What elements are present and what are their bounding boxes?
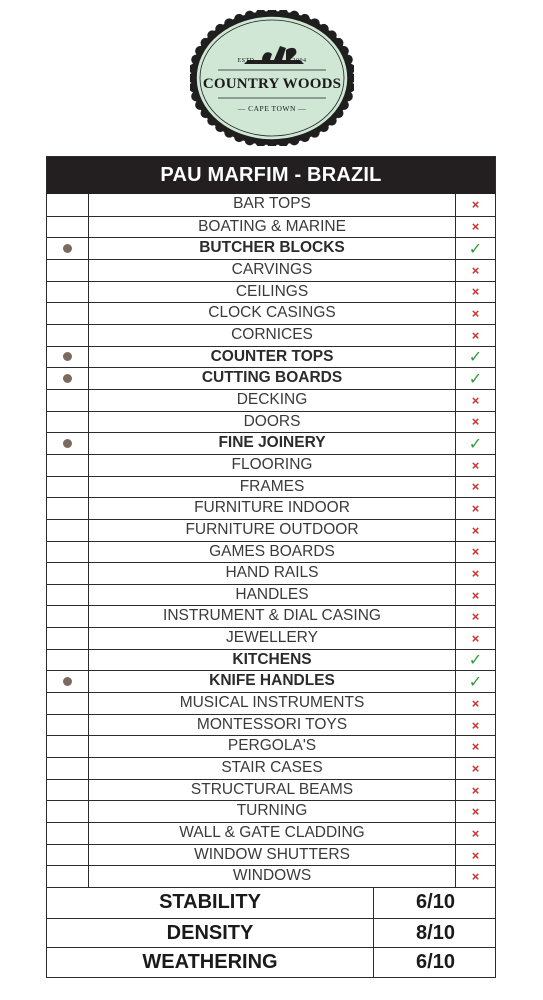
cross-mark-icon: × [471, 825, 480, 841]
table-row [47, 237, 495, 259]
logo-established [190, 58, 354, 64]
application-name: BOATING & MARINE [198, 217, 346, 235]
cross-mark-icon: × [471, 457, 480, 473]
table-row [47, 497, 495, 519]
row-indicator-cell [47, 325, 89, 346]
application-name: HAND RAILS [225, 564, 319, 582]
row-indicator-cell [47, 260, 89, 281]
application-name: FLOORING [231, 455, 313, 473]
row-indicator-cell [47, 520, 89, 541]
row-indicator-cell [47, 563, 89, 584]
suitability-cell [455, 780, 495, 801]
application-name: COUNTER TOPS [210, 347, 334, 365]
logo-estd-label: ESTD [237, 58, 255, 64]
cross-mark-icon: × [471, 587, 480, 603]
rating-label: WEATHERING [47, 948, 374, 977]
table-row [47, 519, 495, 541]
application-name: GAMES BOARDS [209, 542, 335, 560]
check-mark-icon: ✓ [468, 673, 483, 691]
cross-mark-icon: × [471, 414, 480, 430]
cross-mark-icon: × [471, 197, 480, 213]
bullet-dot-icon [63, 439, 72, 448]
cross-mark-icon: × [471, 760, 480, 776]
logo-brand-name: COUNTRY WOODS [202, 76, 342, 92]
suitability-cell [455, 282, 495, 303]
table-row [47, 822, 495, 844]
rating-row [47, 947, 495, 977]
row-indicator-cell [47, 238, 89, 259]
check-mark-icon: ✓ [468, 240, 483, 258]
application-name: WINDOWS [232, 867, 312, 885]
table-row [47, 476, 495, 498]
country-woods-logo [190, 10, 354, 146]
row-indicator-cell [47, 801, 89, 822]
check-mark-icon: ✓ [468, 435, 483, 453]
logo-city: — CAPE TOWN — [237, 104, 307, 113]
bullet-dot-icon [63, 244, 72, 253]
cross-mark-icon: × [471, 219, 480, 235]
rating-label: STABILITY [47, 888, 374, 918]
application-name: DECKING [236, 390, 308, 408]
application-name: FINE JOINERY [218, 434, 326, 452]
cross-mark-icon: × [471, 284, 480, 300]
suitability-cell [455, 866, 495, 887]
application-name: BAR TOPS [233, 195, 311, 212]
table-row [47, 302, 495, 324]
rating-value: 6/10 [416, 951, 455, 973]
suitability-cell [455, 563, 495, 584]
application-name: JEWELLERY [226, 629, 318, 647]
application-name: STRUCTURAL BEAMS [190, 780, 354, 798]
cross-mark-icon: × [471, 717, 480, 733]
wood-suitability-table [46, 156, 496, 978]
row-indicator-cell [47, 368, 89, 389]
row-indicator-cell [47, 715, 89, 736]
suitability-cell [455, 736, 495, 757]
ratings-section [47, 887, 495, 977]
cross-mark-icon: × [471, 544, 480, 560]
row-indicator-cell [47, 845, 89, 866]
check-mark-icon: ✓ [468, 652, 483, 670]
table-row [47, 649, 495, 671]
row-indicator-cell [47, 433, 89, 454]
cross-mark-icon: × [471, 782, 480, 798]
application-name: PERGOLA'S [227, 737, 317, 755]
suitability-cell [455, 260, 495, 281]
row-indicator-cell [47, 628, 89, 649]
table-row [47, 194, 495, 216]
bullet-dot-icon [63, 352, 72, 361]
application-name: MONTESSORI TOYS [196, 715, 348, 733]
row-indicator-cell [47, 477, 89, 498]
suitability-cell [455, 585, 495, 606]
cross-mark-icon: × [471, 869, 480, 885]
rating-value: 8/10 [416, 921, 455, 944]
table-row [47, 389, 495, 411]
suitability-cell [455, 347, 495, 368]
suitability-cell [455, 801, 495, 822]
cross-mark-icon: × [471, 392, 480, 408]
row-indicator-cell [47, 282, 89, 303]
table-row [47, 259, 495, 281]
application-name: CARVINGS [231, 260, 313, 278]
application-name: FURNITURE OUTDOOR [185, 520, 359, 538]
application-name: FRAMES [239, 477, 305, 495]
table-row [47, 454, 495, 476]
logo-estd-year: 2004 [292, 58, 307, 64]
table-row [47, 670, 495, 692]
check-mark-icon: ✓ [468, 348, 483, 366]
table-row [47, 757, 495, 779]
table-title: PAU MARFIM - BRAZIL [47, 157, 495, 194]
rating-label: DENSITY [47, 919, 374, 948]
application-name: CUTTING BOARDS [201, 369, 343, 387]
table-row [47, 541, 495, 563]
application-name: TURNING [236, 802, 308, 820]
rating-value: 6/10 [416, 891, 455, 913]
table-row [47, 627, 495, 649]
table-row [47, 216, 495, 238]
rating-row [47, 918, 495, 948]
row-indicator-cell [47, 823, 89, 844]
table-row [47, 692, 495, 714]
table-row [47, 346, 495, 368]
suitability-cell [455, 650, 495, 671]
row-indicator-cell [47, 455, 89, 476]
suitability-cell [455, 520, 495, 541]
row-indicator-cell [47, 866, 89, 887]
suitability-cell [455, 303, 495, 324]
suitability-cell [455, 368, 495, 389]
suitability-cell [455, 390, 495, 411]
application-name: CLOCK CASINGS [208, 304, 336, 322]
suitability-cell [455, 455, 495, 476]
application-rows [47, 194, 495, 887]
table-row [47, 432, 495, 454]
cross-mark-icon: × [471, 501, 480, 517]
cross-mark-icon: × [471, 327, 480, 343]
table-row [47, 800, 495, 822]
row-indicator-cell [47, 542, 89, 563]
row-indicator-cell [47, 780, 89, 801]
row-indicator-cell [47, 693, 89, 714]
row-indicator-cell [47, 758, 89, 779]
cross-mark-icon: × [471, 479, 480, 495]
suitability-cell [455, 477, 495, 498]
suitability-cell [455, 238, 495, 259]
cross-mark-icon: × [471, 739, 480, 755]
cross-mark-icon: × [471, 565, 480, 581]
table-row [47, 411, 495, 433]
table-row [47, 605, 495, 627]
suitability-cell [455, 217, 495, 238]
suitability-cell [455, 498, 495, 519]
table-row [47, 735, 495, 757]
suitability-cell [455, 671, 495, 692]
application-name: INSTRUMENT & DIAL CASING [163, 607, 381, 625]
table-row [47, 562, 495, 584]
application-name: CORNICES [231, 325, 313, 343]
cross-mark-icon: × [471, 847, 480, 863]
table-row [47, 714, 495, 736]
cross-mark-icon: × [471, 262, 480, 278]
row-indicator-cell [47, 217, 89, 238]
table-row [47, 324, 495, 346]
bullet-dot-icon [63, 677, 72, 686]
suitability-cell [455, 693, 495, 714]
row-indicator-cell [47, 498, 89, 519]
row-indicator-cell [47, 650, 89, 671]
application-name: KITCHENS [232, 650, 312, 668]
table-row [47, 584, 495, 606]
row-indicator-cell [47, 585, 89, 606]
suitability-cell [455, 606, 495, 627]
application-name: HANDLES [235, 585, 309, 603]
row-indicator-cell [47, 412, 89, 433]
cross-mark-icon: × [471, 630, 480, 646]
check-mark-icon: ✓ [468, 370, 483, 388]
suitability-cell [455, 628, 495, 649]
application-name: STAIR CASES [221, 759, 323, 777]
suitability-cell [455, 194, 495, 216]
cross-mark-icon: × [471, 609, 480, 625]
row-indicator-cell [47, 194, 89, 216]
application-name: BUTCHER BLOCKS [199, 239, 345, 257]
table-row [47, 281, 495, 303]
application-name: FURNITURE INDOOR [194, 499, 350, 517]
suitability-cell [455, 823, 495, 844]
row-indicator-cell [47, 390, 89, 411]
row-indicator-cell [47, 606, 89, 627]
application-name: WALL & GATE CLADDING [179, 824, 365, 842]
row-indicator-cell [47, 347, 89, 368]
cross-mark-icon: × [471, 695, 480, 711]
row-indicator-cell [47, 671, 89, 692]
suitability-cell [455, 433, 495, 454]
suitability-cell [455, 845, 495, 866]
cross-mark-icon: × [471, 522, 480, 538]
table-row [47, 844, 495, 866]
suitability-cell [455, 542, 495, 563]
suitability-cell [455, 758, 495, 779]
application-name: DOORS [243, 412, 301, 430]
bullet-dot-icon [63, 374, 72, 383]
table-row [47, 367, 495, 389]
application-name: CEILINGS [235, 282, 309, 300]
row-indicator-cell [47, 303, 89, 324]
suitability-cell [455, 412, 495, 433]
cross-mark-icon: × [471, 804, 480, 820]
application-name: WINDOW SHUTTERS [194, 845, 350, 863]
application-name: KNIFE HANDLES [209, 672, 335, 690]
cross-mark-icon: × [471, 306, 480, 322]
application-name: MUSICAL INSTRUMENTS [179, 694, 365, 712]
suitability-cell [455, 715, 495, 736]
table-row [47, 779, 495, 801]
rating-row [47, 888, 495, 918]
suitability-cell [455, 325, 495, 346]
row-indicator-cell [47, 736, 89, 757]
table-row [47, 865, 495, 887]
